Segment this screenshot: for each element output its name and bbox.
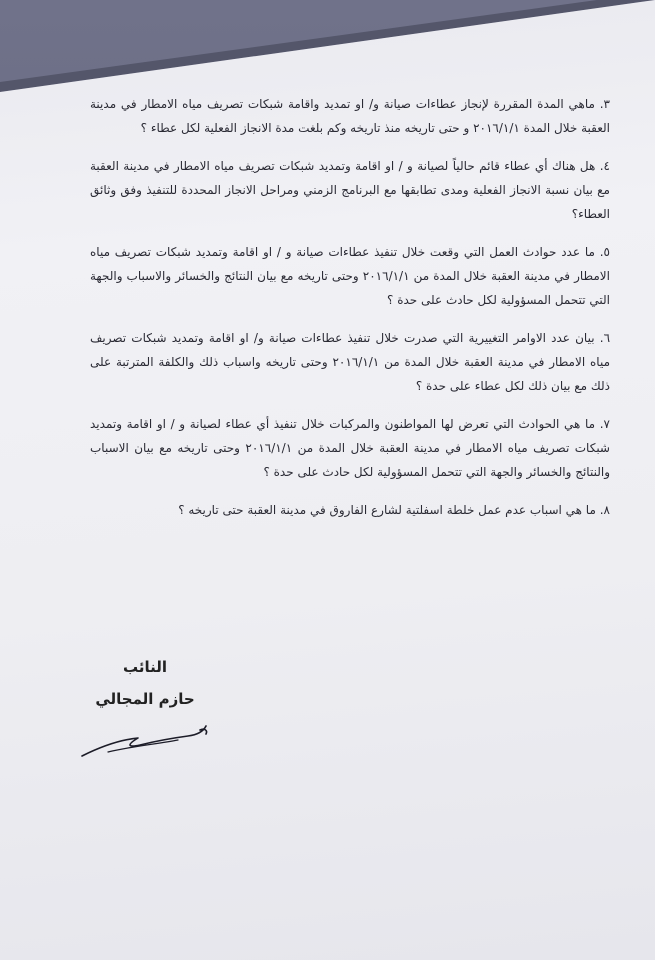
signatory-title: النائب (122, 658, 168, 676)
question-item-5 (90, 240, 610, 312)
signature-block (75, 655, 215, 711)
question-number: ٦. (599, 331, 611, 345)
question-text: ما هي اسباب عدم عمل خلطة اسفلتية لشارع الفاروق في مدينة العقبة حتى تاريخه ؟ (178, 503, 596, 517)
question-number: ٧. (599, 417, 610, 431)
question-list (90, 92, 610, 536)
question-item-3 (90, 92, 610, 140)
signatory-name: حازم المجالي (95, 690, 195, 708)
question-number: ٨. (599, 503, 610, 517)
question-text: بيان عدد الاوامر التغييرية التي صدرت خلال تنفيذ عطاءات صيانة و/ او اقامة وتمديد شبكات تصريف مياه الامطار في مدينة العقبة خلال المدة من ٢٠١٦/١/١ وحتى تاريخه واسباب ذلك والكلفة المترتبة على ذلك مع بيان ذلك لكل عطاء على حدة ؟ (90, 331, 610, 393)
question-item-6 (90, 326, 610, 398)
question-text: ما هي الحوادث التي تعرض لها المواطنون والمركبات خلال تنفيذ أي عطاء لصيانة و / او اقامة وتمديد شبكات تصريف مياه الامطار في مدينة العقبة خلال المدة من ٢٠١٦/١/١ وحتى تاريخه مع بيان الاسباب والنتائج والخسائر والجهة التي تتحمل المسؤولية لكل حادث على حدة ؟ (90, 417, 610, 479)
question-item-8 (90, 498, 610, 522)
question-number: ٤. (599, 159, 610, 173)
question-text: هل هناك أي عطاء قائم حالياً لصيانة و / او اقامة وتمديد شبكات تصريف مياه الامطار في مدينة العقبة مع بيان نسبة الانجاز الفعلية ومدى تطابقها مع البرنامج الزمني ومراحل الانجاز المحددة للتنفيذ وفق وثائق العطاء؟ (90, 159, 610, 221)
question-text: ماهي المدة المقررة لإنجاز عطاءات صيانة و/ او تمديد واقامة شبكات تصريف مياه الامطار في مدينة العقبة خلال المدة ٢٠١٦/١/١ و حتى تاريخه منذ تاريخه وكم بلغت مدة الانجاز الفعلية لكل عطاء ؟ (90, 97, 610, 135)
handwritten-signature (78, 718, 218, 763)
question-number: ٣. (599, 97, 610, 111)
question-text: ما عدد حوادث العمل التي وقعت خلال تنفيذ عطاءات صيانة و / او اقامة وتمديد شبكات تصريف مياه الامطار في مدينة العقبة خلال المدة من ٢٠١٦/١/١ وحتى تاريخه مع بيان النتائج والخسائر والاسباب والجهة التي تتحمل المسؤولية لكل حادث على حدة ؟ (90, 245, 610, 307)
question-item-4 (90, 154, 610, 226)
question-number: ٥. (599, 245, 610, 259)
question-item-7 (90, 412, 610, 484)
